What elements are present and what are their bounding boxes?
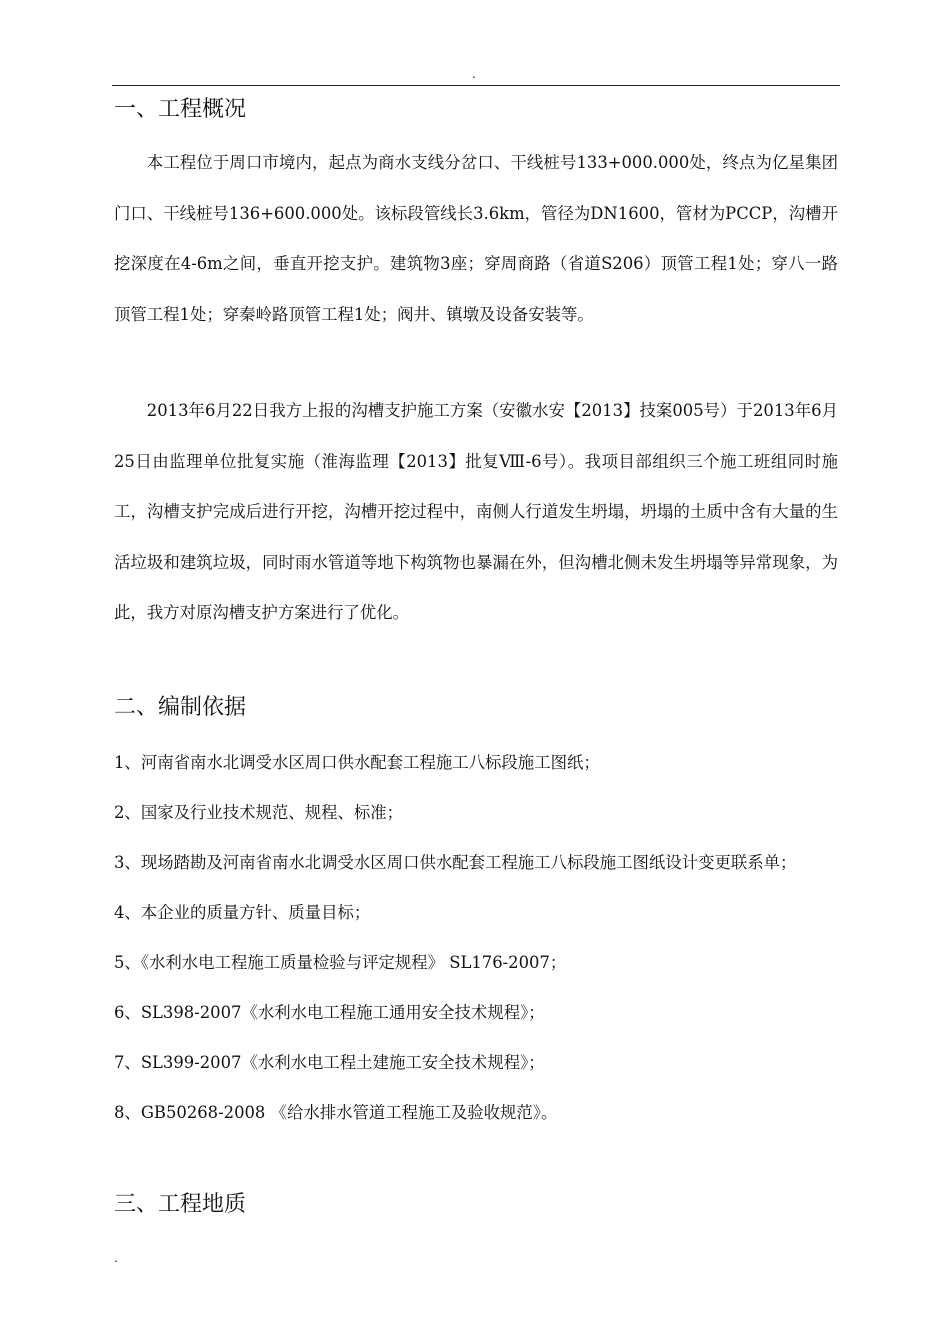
list-item: 2、国家及行业技术规范、规程、标准； (114, 803, 404, 822)
overview-paragraph-2: 2013年6月22日我方上报的沟槽支护施工方案（安徽水安【2013】技案005号）于2013年6月25日由监理单位批复实施（淮海监理【2013】批复Ⅷ-6号）。我项目部组织三个施工班组同时施工，沟槽支护完成后进行开挖，沟槽开挖过程中，南侧人行道发生坍塌，坍塌的土质中含有大量的生活垃圾和建筑垃圾，同时雨水管道等地下构筑物也暴漏在外，但沟槽北侧未发生坍塌等异常现象，为此，我方对原沟槽支护方案进行了优化。 (114, 401, 838, 623)
section-heading-basis: 二、编制依据 (114, 695, 247, 720)
header-mark: . (472, 67, 476, 81)
list-item: 3、现场踏勘及河南省南水北调受水区周口供水配套工程施工八标段施工图纸设计变更联系单； (114, 853, 797, 872)
list-item: 4、本企业的质量方针、质量目标； (114, 903, 371, 922)
header-rule (112, 85, 840, 86)
list-item: 1、河南省南水北调受水区周口供水配套工程施工八标段施工图纸； (114, 753, 600, 772)
list-item: 8、GB50268-2008 《给水排水管道工程施工及验收规范》。 (114, 1103, 558, 1122)
list-item: 6、SL398-2007《水利水电工程施工通用安全技术规程》； (114, 1003, 545, 1022)
overview-paragraph-1: 本工程位于周口市境内，起点为商水支线分岔口、干线桩号133+000.000处，终点为亿星集团门口、干线桩号136+600.000处。该标段管线长3.6km，管径为DN1600，管材为PCCP，沟槽开挖深度在4-6m之间，垂直开挖支护。建筑物3座；穿周商路（省道S206）顶管工程1处；穿八一路顶管工程1处；穿秦岭路顶管工程1处；阀井、镇墩及设备安装等。 (114, 153, 838, 324)
footer-mark: . (114, 1251, 118, 1265)
list-item: 7、SL399-2007《水利水电工程土建施工安全技术规程》； (114, 1053, 545, 1072)
basis-list (114, 738, 838, 1138)
section-heading-geology: 三、工程地质 (114, 1192, 247, 1217)
list-item: 5、《水利水电工程施工质量检验与评定规程》 SL176-2007； (114, 953, 567, 972)
section-heading-overview: 一、工程概况 (114, 97, 247, 122)
